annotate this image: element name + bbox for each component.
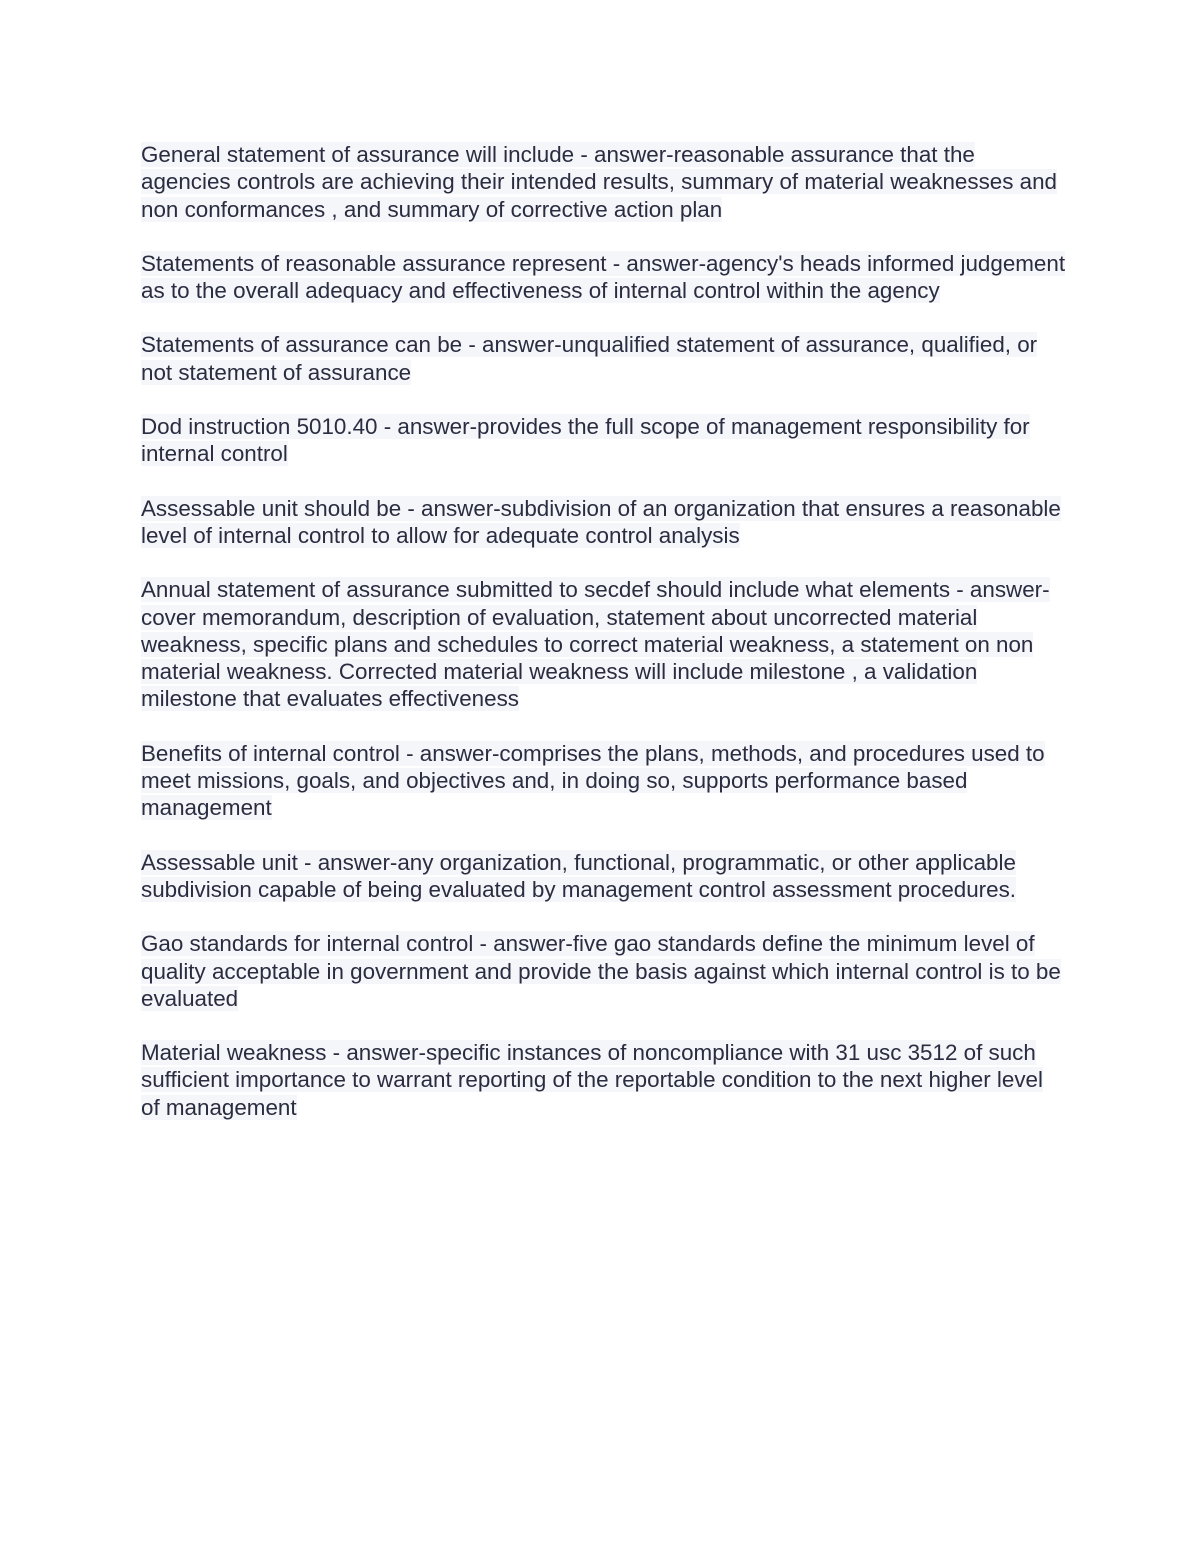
qa-entry — [141, 495, 1066, 550]
qa-entry-text: General statement of assurance will include - answer-reasonable assurance that the agencies controls are achieving their intended results, summary of material weaknesses and non conformances , and summary of corrective action plan — [141, 142, 1057, 222]
qa-entry — [141, 1039, 1066, 1121]
document-body — [141, 141, 1066, 1121]
qa-entry — [141, 250, 1066, 305]
qa-entry — [141, 331, 1066, 386]
qa-entry-text: Annual statement of assurance submitted to secdef should include what elements - answer-cover memorandum, description of evaluation, statement about uncorrected material weakness, specific plans and schedules to correct material weakness, a statement on non material weakness. Corrected material weakness will include milestone , a validation milestone that evaluates effectiveness — [141, 577, 1050, 712]
qa-entry-text: Assessable unit - answer-any organization, functional, programmatic, or other applicable subdivision capable of being evaluated by management control assessment procedures. — [141, 849, 1017, 902]
qa-entry — [141, 849, 1066, 904]
qa-entry — [141, 576, 1066, 712]
qa-entry-text: Assessable unit should be - answer-subdivision of an organization that ensures a reasonable level of internal control to allow for adequate control analysis — [141, 495, 1061, 548]
qa-entry-text: Statements of reasonable assurance represent - answer-agency's heads informed judgement as to the overall adequacy and effectiveness of internal control within the agency — [141, 250, 1066, 304]
qa-entry-text: Gao standards for internal control - answer-five gao standards define the minimum level of quality acceptable in government and provide the basis against which internal control is to be evaluated — [141, 931, 1061, 1011]
qa-entry-text: Statements of assurance can be - answer-unqualified statement of assurance, qualified, or not statement of assurance — [141, 332, 1038, 385]
qa-entry — [141, 141, 1066, 223]
qa-entry-text: Dod instruction 5010.40 - answer-provides the full scope of management responsibility for internal control — [141, 414, 1030, 467]
qa-entry — [141, 740, 1066, 822]
qa-entry-text: Benefits of internal control - answer-comprises the plans, methods, and procedures used to meet missions, goals, and objectives and, in doing so, supports performance based management — [141, 740, 1045, 821]
qa-entry-text: Material weakness - answer-specific instances of noncompliance with 31 usc 3512 of such sufficient importance to warrant reporting of the reportable condition to the next higher level of management — [141, 1040, 1043, 1120]
qa-entry — [141, 930, 1066, 1012]
qa-entry — [141, 413, 1066, 468]
